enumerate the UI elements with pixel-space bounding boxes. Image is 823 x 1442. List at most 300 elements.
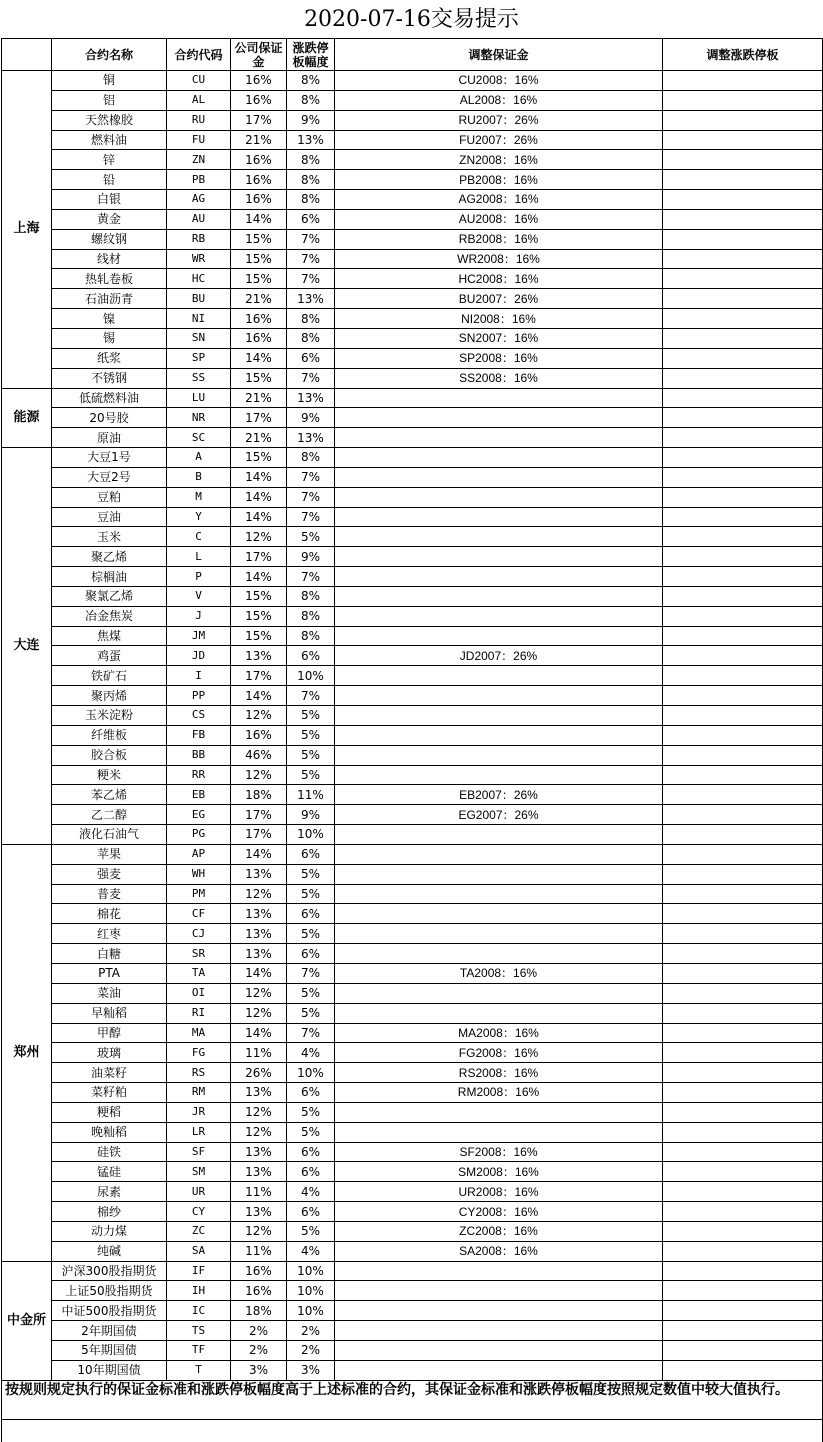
price-limit: 8% (287, 190, 335, 210)
adjusted-limit (663, 1023, 823, 1043)
contract-name: 2年期国债 (52, 1321, 167, 1341)
price-limit: 6% (287, 944, 335, 964)
contract-code: RI (167, 1003, 231, 1023)
adjusted-margin: TA2008：16% (335, 963, 663, 983)
company-margin: 14% (231, 1023, 287, 1043)
contract-code: CS (167, 706, 231, 726)
contract-code: L (167, 547, 231, 567)
table-row (2, 309, 823, 329)
adjusted-limit (663, 864, 823, 884)
contract-name: 聚氯乙烯 (52, 586, 167, 606)
price-limit: 8% (287, 90, 335, 110)
company-margin: 14% (231, 348, 287, 368)
adjusted-limit (663, 309, 823, 329)
adjusted-limit (663, 1301, 823, 1321)
table-row (2, 567, 823, 587)
adjusted-limit (663, 289, 823, 309)
price-limit: 5% (287, 924, 335, 944)
adjusted-limit (663, 368, 823, 388)
adjusted-limit (663, 527, 823, 547)
blank-cell (2, 1419, 823, 1442)
contract-code: NI (167, 309, 231, 329)
adjusted-limit (663, 1261, 823, 1281)
company-margin: 13% (231, 944, 287, 964)
company-margin: 13% (231, 1142, 287, 1162)
price-limit: 10% (287, 825, 335, 845)
table-row (2, 1321, 823, 1341)
table-row (2, 328, 823, 348)
contract-code: SS (167, 368, 231, 388)
adjusted-margin (335, 686, 663, 706)
contract-code: TA (167, 963, 231, 983)
contract-code: IF (167, 1261, 231, 1281)
company-margin: 14% (231, 567, 287, 587)
price-limit: 5% (287, 1122, 335, 1142)
adjusted-margin (335, 944, 663, 964)
company-margin: 15% (231, 448, 287, 468)
contract-code: J (167, 606, 231, 626)
adjusted-margin (335, 428, 663, 448)
contract-code: A (167, 448, 231, 468)
company-margin: 17% (231, 547, 287, 567)
adjusted-limit (663, 904, 823, 924)
contract-name: 胶合板 (52, 745, 167, 765)
contract-name: 锡 (52, 328, 167, 348)
contract-name: 线材 (52, 249, 167, 269)
company-margin: 18% (231, 785, 287, 805)
contract-name: 铜 (52, 71, 167, 91)
company-margin: 16% (231, 150, 287, 170)
adjusted-margin: UR2008：16% (335, 1182, 663, 1202)
company-margin: 17% (231, 805, 287, 825)
company-margin: 16% (231, 90, 287, 110)
adjusted-margin (335, 1003, 663, 1023)
company-margin: 12% (231, 527, 287, 547)
blank-row (2, 1419, 823, 1442)
price-limit: 2% (287, 1341, 335, 1361)
company-margin: 14% (231, 507, 287, 527)
price-limit: 6% (287, 209, 335, 229)
company-margin: 11% (231, 1043, 287, 1063)
table-row (2, 884, 823, 904)
company-margin: 17% (231, 825, 287, 845)
company-margin: 13% (231, 904, 287, 924)
contract-name: PTA (52, 963, 167, 983)
contract-name: 硅铁 (52, 1142, 167, 1162)
adjusted-limit (663, 785, 823, 805)
header-exchange (2, 39, 52, 71)
table-row (2, 527, 823, 547)
price-limit: 3% (287, 1360, 335, 1380)
price-limit: 13% (287, 130, 335, 150)
table-row (2, 467, 823, 487)
adjusted-limit (663, 1063, 823, 1083)
company-margin: 14% (231, 963, 287, 983)
table-row (2, 1301, 823, 1321)
price-limit: 11% (287, 785, 335, 805)
company-margin: 46% (231, 745, 287, 765)
table-row (2, 1182, 823, 1202)
adjusted-limit (663, 745, 823, 765)
price-limit: 9% (287, 547, 335, 567)
contract-name: 棉花 (52, 904, 167, 924)
contract-code: BB (167, 745, 231, 765)
adjusted-limit (663, 467, 823, 487)
company-margin: 15% (231, 229, 287, 249)
price-limit: 10% (287, 1063, 335, 1083)
adjusted-margin (335, 547, 663, 567)
adjusted-limit (663, 150, 823, 170)
table-row (2, 190, 823, 210)
price-limit: 6% (287, 1202, 335, 1222)
header-adj-margin: 调整保证金 (335, 39, 663, 71)
adjusted-margin: PB2008：16% (335, 170, 663, 190)
table-row (2, 904, 823, 924)
contract-code: FG (167, 1043, 231, 1063)
adjusted-margin: FU2007：26% (335, 130, 663, 150)
adjusted-limit (663, 765, 823, 785)
adjusted-limit (663, 1341, 823, 1361)
contract-name: 棉纱 (52, 1202, 167, 1222)
price-limit: 8% (287, 328, 335, 348)
price-limit: 7% (287, 269, 335, 289)
adjusted-margin (335, 1102, 663, 1122)
table-row (2, 725, 823, 745)
table-row (2, 408, 823, 428)
contract-name: 尿素 (52, 1182, 167, 1202)
adjusted-limit (663, 170, 823, 190)
adjusted-limit (663, 1142, 823, 1162)
contract-name: 菜籽粕 (52, 1083, 167, 1103)
price-limit: 8% (287, 586, 335, 606)
adjusted-margin (335, 706, 663, 726)
company-margin: 14% (231, 467, 287, 487)
contract-code: CF (167, 904, 231, 924)
adjusted-margin (335, 1301, 663, 1321)
contract-code: SF (167, 1142, 231, 1162)
table-row (2, 130, 823, 150)
contract-name: 黄金 (52, 209, 167, 229)
adjusted-margin: HC2008：16% (335, 269, 663, 289)
adjusted-limit (663, 884, 823, 904)
table-row (2, 1202, 823, 1222)
company-margin: 16% (231, 190, 287, 210)
adjusted-limit (663, 229, 823, 249)
adjusted-limit (663, 1241, 823, 1261)
contract-code: C (167, 527, 231, 547)
company-margin: 26% (231, 1063, 287, 1083)
company-margin: 15% (231, 368, 287, 388)
adjusted-limit (663, 428, 823, 448)
company-margin: 12% (231, 1122, 287, 1142)
table-row (2, 507, 823, 527)
price-limit: 10% (287, 1301, 335, 1321)
adjusted-margin: NI2008：16% (335, 309, 663, 329)
price-limit: 9% (287, 110, 335, 130)
price-limit: 6% (287, 1162, 335, 1182)
price-limit: 7% (287, 249, 335, 269)
company-margin: 21% (231, 388, 287, 408)
price-limit: 10% (287, 666, 335, 686)
price-limit: 4% (287, 1241, 335, 1261)
contract-name: 动力煤 (52, 1221, 167, 1241)
table-row (2, 745, 823, 765)
price-limit: 8% (287, 606, 335, 626)
company-margin: 13% (231, 646, 287, 666)
contract-code: V (167, 586, 231, 606)
company-margin: 16% (231, 725, 287, 745)
company-margin: 17% (231, 666, 287, 686)
contract-code: UR (167, 1182, 231, 1202)
contract-code: RU (167, 110, 231, 130)
price-limit: 5% (287, 1003, 335, 1023)
contract-name: 鸡蛋 (52, 646, 167, 666)
table-row (2, 428, 823, 448)
price-limit: 7% (287, 1023, 335, 1043)
contract-code: HC (167, 269, 231, 289)
company-margin: 13% (231, 1083, 287, 1103)
company-margin: 16% (231, 170, 287, 190)
contract-name: 燃料油 (52, 130, 167, 150)
adjusted-margin (335, 745, 663, 765)
company-margin: 14% (231, 209, 287, 229)
table-row (2, 963, 823, 983)
adjusted-limit (663, 844, 823, 864)
company-margin: 17% (231, 408, 287, 428)
company-margin: 15% (231, 269, 287, 289)
adjusted-limit (663, 408, 823, 428)
price-limit: 5% (287, 765, 335, 785)
adjusted-limit (663, 249, 823, 269)
adjusted-margin: AU2008：16% (335, 209, 663, 229)
adjusted-margin: JD2007：26% (335, 646, 663, 666)
adjusted-margin (335, 1360, 663, 1380)
adjusted-margin (335, 567, 663, 587)
adjusted-limit (663, 1102, 823, 1122)
adjusted-margin (335, 487, 663, 507)
table-row (2, 1341, 823, 1361)
adjusted-margin (335, 825, 663, 845)
adjusted-margin: SP2008：16% (335, 348, 663, 368)
contract-name: 液化石油气 (52, 825, 167, 845)
adjusted-margin (335, 606, 663, 626)
contract-code: WH (167, 864, 231, 884)
company-margin: 15% (231, 249, 287, 269)
company-margin: 16% (231, 309, 287, 329)
company-margin: 12% (231, 983, 287, 1003)
price-limit: 6% (287, 348, 335, 368)
contract-code: RR (167, 765, 231, 785)
adjusted-margin: ZN2008：16% (335, 150, 663, 170)
table-row (2, 90, 823, 110)
adjusted-margin (335, 765, 663, 785)
table-body (2, 39, 823, 1381)
header-limit: 涨跌停板幅度 (287, 39, 335, 71)
contract-code: EG (167, 805, 231, 825)
contract-code: JR (167, 1102, 231, 1122)
trading-table (1, 38, 823, 1442)
price-limit: 6% (287, 1083, 335, 1103)
price-limit: 4% (287, 1043, 335, 1063)
contract-name: 冶金焦炭 (52, 606, 167, 626)
contract-code: FU (167, 130, 231, 150)
contract-name: 纸浆 (52, 348, 167, 368)
contract-code: CY (167, 1202, 231, 1222)
adjusted-margin: EB2007：26% (335, 785, 663, 805)
contract-code: PB (167, 170, 231, 190)
company-margin: 15% (231, 586, 287, 606)
company-margin: 12% (231, 884, 287, 904)
price-limit: 9% (287, 408, 335, 428)
adjusted-margin (335, 924, 663, 944)
header-code: 合约代码 (167, 39, 231, 71)
price-limit: 8% (287, 150, 335, 170)
adjusted-limit (663, 1043, 823, 1063)
contract-code: TF (167, 1341, 231, 1361)
adjusted-limit (663, 507, 823, 527)
exchange-label: 大连 (2, 448, 52, 845)
adjusted-margin: SF2008：16% (335, 1142, 663, 1162)
contract-code: I (167, 666, 231, 686)
contract-name: 甲醇 (52, 1023, 167, 1043)
company-margin: 2% (231, 1341, 287, 1361)
adjusted-margin (335, 666, 663, 686)
adjusted-margin (335, 904, 663, 924)
table-row (2, 547, 823, 567)
price-limit: 8% (287, 309, 335, 329)
adjusted-margin: SN2007：16% (335, 328, 663, 348)
contract-code: AU (167, 209, 231, 229)
adjusted-limit (663, 1162, 823, 1182)
price-limit: 8% (287, 626, 335, 646)
adjusted-limit (663, 1321, 823, 1341)
exchange-label: 中金所 (2, 1261, 52, 1380)
company-margin: 15% (231, 626, 287, 646)
adjusted-margin (335, 507, 663, 527)
table-row (2, 1241, 823, 1261)
note-row (2, 1380, 823, 1419)
adjusted-margin (335, 725, 663, 745)
adjusted-margin: EG2007：26% (335, 805, 663, 825)
table-row (2, 348, 823, 368)
adjusted-margin: RM2008：16% (335, 1083, 663, 1103)
adjusted-limit (663, 71, 823, 91)
contract-code: FB (167, 725, 231, 745)
contract-code: LR (167, 1122, 231, 1142)
table-row (2, 1122, 823, 1142)
price-limit: 8% (287, 71, 335, 91)
contract-name: 镍 (52, 309, 167, 329)
company-margin: 3% (231, 1360, 287, 1380)
contract-name: 20号胶 (52, 408, 167, 428)
company-margin: 12% (231, 1221, 287, 1241)
contract-name: 苯乙烯 (52, 785, 167, 805)
contract-name: 锌 (52, 150, 167, 170)
table-row (2, 388, 823, 408)
contract-code: BU (167, 289, 231, 309)
contract-code: JD (167, 646, 231, 666)
adjusted-margin: RS2008：16% (335, 1063, 663, 1083)
contract-code: LU (167, 388, 231, 408)
contract-name: 大豆2号 (52, 467, 167, 487)
contract-code: ZN (167, 150, 231, 170)
contract-code: Y (167, 507, 231, 527)
price-limit: 6% (287, 646, 335, 666)
exchange-label: 能源 (2, 388, 52, 448)
table-row (2, 1023, 823, 1043)
contract-name: 10年期国债 (52, 1360, 167, 1380)
company-margin: 21% (231, 130, 287, 150)
price-limit: 7% (287, 467, 335, 487)
adjusted-margin: RU2007：26% (335, 110, 663, 130)
contract-name: 天然橡胶 (52, 110, 167, 130)
adjusted-limit (663, 1122, 823, 1142)
company-margin: 15% (231, 606, 287, 626)
adjusted-margin: WR2008：16% (335, 249, 663, 269)
table-row (2, 150, 823, 170)
adjusted-limit (663, 1221, 823, 1241)
table-row (2, 1102, 823, 1122)
page-title: 2020-07-16交易提示 (304, 7, 519, 32)
contract-name: 上证50股指期货 (52, 1281, 167, 1301)
table-row (2, 686, 823, 706)
price-limit: 10% (287, 1281, 335, 1301)
table-row (2, 586, 823, 606)
header-row (2, 39, 823, 71)
contract-name: 锰硅 (52, 1162, 167, 1182)
contract-code: PG (167, 825, 231, 845)
adjusted-limit (663, 110, 823, 130)
adjusted-margin (335, 1122, 663, 1142)
table-row (2, 983, 823, 1003)
table-row (2, 805, 823, 825)
company-margin: 14% (231, 844, 287, 864)
table-row (2, 368, 823, 388)
adjusted-margin: SA2008：16% (335, 1241, 663, 1261)
adjusted-margin (335, 1321, 663, 1341)
table-row (2, 864, 823, 884)
contract-code: SA (167, 1241, 231, 1261)
contract-name: 豆粕 (52, 487, 167, 507)
contract-code: RS (167, 1063, 231, 1083)
company-margin: 18% (231, 1301, 287, 1321)
adjusted-limit (663, 567, 823, 587)
adjusted-limit (663, 606, 823, 626)
price-limit: 6% (287, 904, 335, 924)
company-margin: 12% (231, 706, 287, 726)
contract-name: 普麦 (52, 884, 167, 904)
price-limit: 5% (287, 527, 335, 547)
contract-name: 白银 (52, 190, 167, 210)
price-limit: 6% (287, 1142, 335, 1162)
adjusted-margin: BU2007：26% (335, 289, 663, 309)
table-row (2, 1162, 823, 1182)
contract-code: EB (167, 785, 231, 805)
table-row (2, 1063, 823, 1083)
company-margin: 13% (231, 1162, 287, 1182)
table-row (2, 706, 823, 726)
table-row (2, 646, 823, 666)
adjusted-limit (663, 963, 823, 983)
contract-name: 铅 (52, 170, 167, 190)
table-row (2, 1003, 823, 1023)
footnote: 按规则规定执行的保证金标准和涨跌停板幅度高于上述标准的合约，其保证金标准和涨跌停板幅度按照规定数值中较大值执行。 (2, 1380, 823, 1419)
contract-code: CU (167, 71, 231, 91)
adjusted-limit (663, 328, 823, 348)
adjusted-margin (335, 527, 663, 547)
company-margin: 11% (231, 1182, 287, 1202)
table-row (2, 249, 823, 269)
